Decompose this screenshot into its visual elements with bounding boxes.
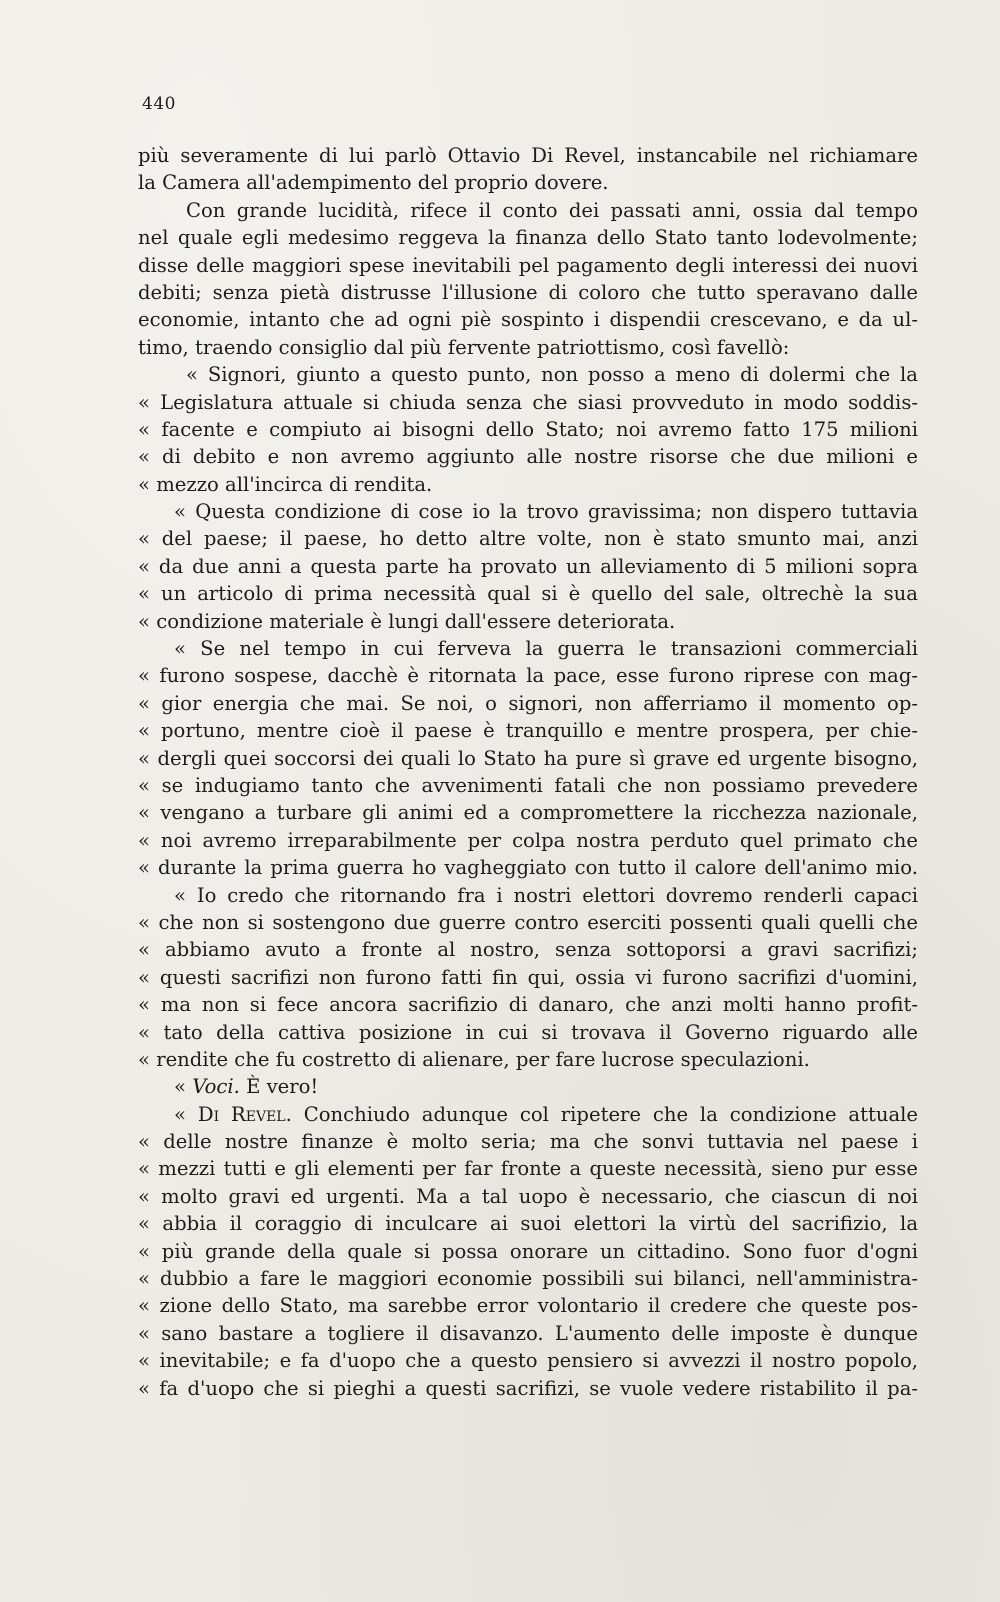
text-line: « inevitabile; e fa d'uopo che a questo pensiero si avvezzi il nostro popolo, <box>138 1349 918 1373</box>
text-line: « Legislatura attuale si chiuda senza che siasi provveduto in modo soddis- <box>138 390 918 414</box>
text-line: « delle nostre finanze è molto seria; ma che sonvi tuttavia nel paese i <box>138 1130 918 1154</box>
voci-speaker: Voci. <box>192 1075 240 1099</box>
text-line: « dubbio a fare le maggiori economie possibili sui bilanci, nell'amministra- <box>138 1267 918 1291</box>
text-line: « durante la prima guerra ho vagheggiato con tutto il calore dell'animo mio. <box>138 856 918 880</box>
text-line: « gior energia che mai. Se noi, o signori, non afferriamo il momento op- <box>138 691 918 715</box>
text-line: « dergli quei soccorsi dei quali lo Stato ha pure sì grave ed urgente bisogno, <box>138 746 918 770</box>
text-line: Con grande lucidità, rifece il conto dei passati anni, ossia dal tempo <box>186 198 918 222</box>
text-line: « più grande della quale si possa onorare un cittadino. Sono fuor d'ogni <box>138 1239 918 1263</box>
voci-text: È vero! <box>239 1075 319 1099</box>
text-line: « che non si sostengono due guerre contro eserciti possenti quali quelli che <box>138 910 918 934</box>
text-line: « furono sospese, dacchè è ritornata la pace, esse furono riprese con mag- <box>138 664 918 688</box>
text-line: « condizione materiale è lungi dall'essere deteriorata. <box>138 609 676 633</box>
text-line: « molto gravi ed urgenti. Ma a tal uopo è necessario, che ciascun di noi <box>138 1184 918 1208</box>
text-line: « sano bastare a togliere il disavanzo. L'aumento delle imposte è dunque <box>138 1321 918 1345</box>
di-revel-speech-line <box>138 1101 918 1128</box>
text-line: « vengano a turbare gli animi ed a compromettere la ricchezza nazionale, <box>138 801 918 825</box>
text-line: « se indugiamo tanto che avvenimenti fatali che non possiamo prevedere <box>138 773 918 797</box>
text-line: « portuno, mentre cioè il paese è tranquillo e mentre prospera, per chie- <box>138 719 918 743</box>
text-line: « di debito e non avremo aggiunto alle nostre risorse che due milioni e <box>138 445 918 469</box>
text-line: « Io credo che ritornando fra i nostri elettori dovremo renderli capaci <box>174 883 918 907</box>
text-line: « questi sacrifizi non furono fatti fin qui, ossia vi furono sacrifizi d'uomini, <box>138 965 918 989</box>
text-line: « Se nel tempo in cui ferveva la guerra le transazioni commerciali <box>174 637 918 661</box>
text-line: « un articolo di prima necessità qual si è quello del sale, oltrechè la sua <box>138 582 918 606</box>
direvel-speaker: Di Revel. <box>197 1102 292 1126</box>
text-line: « zione dello Stato, ma sarebbe error volontario il credere che queste pos- <box>138 1294 918 1318</box>
text-line: « rendite che fu costretto di alienare, per fare lucrose speculazioni. <box>138 1047 810 1071</box>
voci-interjection-line <box>138 1073 918 1100</box>
text-line: « Signori, giunto a questo punto, non posso a meno di dolermi che la <box>186 363 918 387</box>
text-line: « abbiamo avuto a fronte al nostro, senza sottoporsi a gravi sacrifizi; <box>138 938 918 962</box>
text-line: « abbia il coraggio di inculcare ai suoi elettori la virtù del sacrifizio, la <box>138 1212 918 1236</box>
text-line: nel quale egli medesimo reggeva la finanza dello Stato tanto lodevolmente; <box>138 226 918 250</box>
text-line: più severamente di lui parlò Ottavio Di Revel, instancabile nel richiamare <box>138 144 918 167</box>
text-line: « mezzo all'incirca di rendita. <box>138 472 433 496</box>
text-line: « facente e compiuto ai bisogni dello Stato; noi avremo fatto 175 milioni <box>138 417 918 441</box>
body-text <box>138 142 918 1402</box>
text-line: « del paese; il paese, ho detto altre volte, non è stato smunto mai, anzi <box>138 527 918 551</box>
text-line: « tato della cattiva posizione in cui si trovava il Governo riguardo alle <box>138 1020 918 1044</box>
direvel-text: Conchiudo adunque col ripetere che la condizione attuale <box>291 1102 919 1126</box>
direvel-prefix: « <box>174 1102 198 1126</box>
text-line: debiti; senza pietà distrusse l'illusione di coloro che tutto speravano dalle <box>138 280 918 304</box>
voci-prefix: « <box>174 1075 193 1099</box>
text-line: disse delle maggiori spese inevitabili pel pagamento degli interessi dei nuovi <box>138 253 918 277</box>
text-line: « noi avremo irreparabilmente per colpa nostra perduto quel primato che <box>138 828 918 852</box>
text-line: « mezzi tutti e gli elementi per far fronte a queste necessità, sieno pur esse <box>138 1157 918 1181</box>
text-line: « ma non si fece ancora sacrifizio di danaro, che anzi molti hanno profit- <box>138 993 918 1017</box>
page-number: 440 <box>142 94 176 114</box>
text-line: economie, intanto che ad ogni piè sospinto i dispendii crescevano, e da ul- <box>138 308 918 332</box>
text-line: « da due anni a questa parte ha provato un alleviamento di 5 milioni sopra <box>138 554 918 578</box>
text-line: timo, traendo consiglio dal più fervente patriottismo, così favellò: <box>138 335 790 359</box>
text-line: « fa d'uopo che si pieghi a questi sacrifizi, se vuole vedere ristabilito il pa- <box>138 1376 918 1400</box>
text-line: « Questa condizione di cose io la trovo gravissima; non dispero tuttavia <box>174 500 918 524</box>
text-line: la Camera all'adempimento del proprio dovere. <box>138 171 609 195</box>
